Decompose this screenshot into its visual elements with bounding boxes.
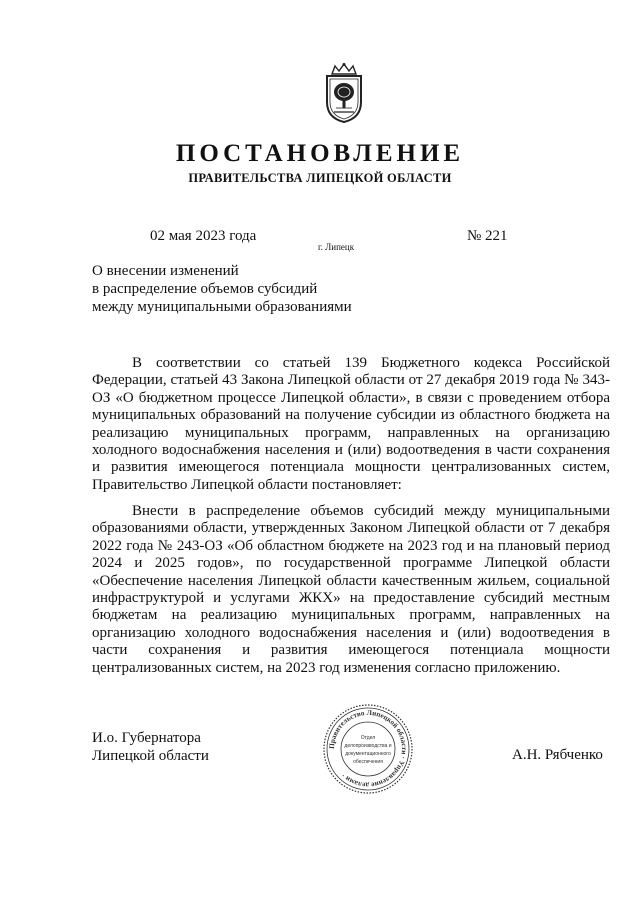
document-city: г. Липецк <box>318 242 355 252</box>
coat-of-arms-icon <box>322 62 366 124</box>
document-number: № 221 <box>467 228 508 244</box>
body-paragraph: Внести в распределение объемов субсидий между муниципальными образованиями области, утвержденных Законом Липецкой области от 7 декабря 2022 года № 243-ОЗ «Об областном бюджете на 2023 год и на плановый период 2024 и 2025 годов», по государственной программе Липецкой области «Обеспечение населения Липецкой области качественным жильем, социальной инфраструктурой и услугами ЖКХ» на предоставление субсидий местным бюджетам на реализацию муниципальных программ, направленных на организацию холодного водоснабжения населения и (или) водоотведения в части сохранения и развития имеющегося потенциала мощности централизованных систем, на 2023 год изменения согласно приложению. <box>92 503 610 676</box>
subject-line: между муниципальными образованиями <box>92 299 352 315</box>
subject-line: О внесении изменений <box>92 263 239 279</box>
official-seal-icon <box>322 703 414 795</box>
signatory-position-line: И.о. Губернатора <box>92 730 201 746</box>
signatory-name: А.Н. Рябченко <box>512 747 603 763</box>
seal-center-line: Отдел <box>360 735 376 741</box>
signatory-position-line: Липецкой области <box>92 748 209 764</box>
seal-center-line: документационного <box>345 751 391 757</box>
document-subject <box>92 262 352 316</box>
document-subtitle: ПРАВИТЕЛЬСТВА ЛИПЕЦКОЙ ОБЛАСТИ <box>188 171 452 185</box>
subject-line: в распределение объемов субсидий <box>92 281 318 297</box>
seal-center-line: обеспечения <box>353 759 383 765</box>
seal-ring-text: Правительство Липецкой области · Управление делами · <box>327 708 409 790</box>
signatory-position <box>92 729 209 765</box>
document-title: ПОСТАНОВЛЕНИЕ <box>175 140 465 167</box>
document-date: 02 мая 2023 года <box>150 228 257 244</box>
body-paragraph: В соответствии со статьей 139 Бюджетного кодекса Российской Федерации, статьей 43 Закона Липецкой области от 27 декабря 2019 года № 343-ОЗ «О бюджетном процессе Липецкой области», в связи с проведением отбора муниципальных образований на получение субсидии из областного бюджета на реализацию муниципальных программ, направленных на организацию холодного водоснабжения населения и (или) водоотведения в части сохранения и развития имеющегося потенциала мощности централизованных систем, Правительство Липецкой области постановляет: <box>92 355 610 493</box>
seal-center-line: делопроизводства и <box>344 743 392 749</box>
